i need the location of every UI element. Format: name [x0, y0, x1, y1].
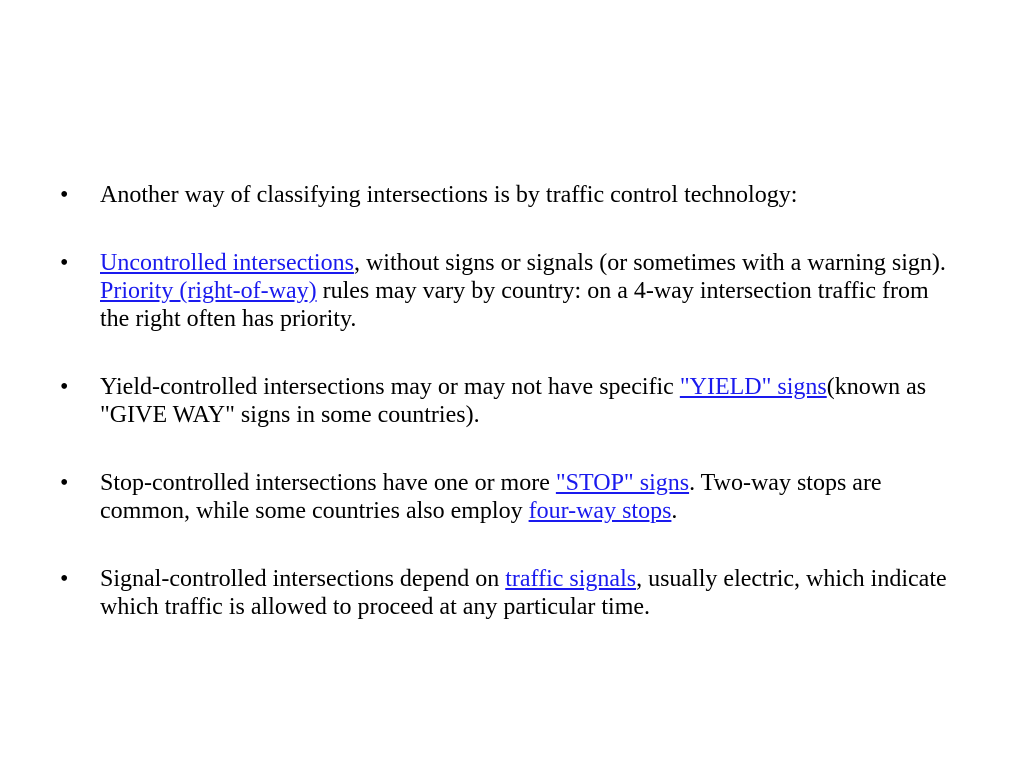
text-run: Stop-controlled intersections have one or more: [100, 470, 556, 496]
bullet-text: [100, 250, 946, 332]
bullet-icon: •: [60, 250, 69, 276]
bullet-icon: •: [60, 566, 69, 592]
bullet-text: [100, 182, 797, 208]
bullet-list: [60, 181, 960, 661]
bullet-item: [60, 469, 960, 525]
bullet-item: [60, 249, 960, 333]
text-run: rules may vary by country: on a 4-way intersection traffic from the right often has priority.: [100, 278, 929, 332]
link-traffic-signals[interactable]: traffic signals: [505, 566, 637, 592]
link-yield-signs[interactable]: "YIELD" signs: [679, 374, 827, 400]
text-run: Yield-controlled intersections may or may not have specific: [100, 374, 680, 400]
bullet-item: [60, 181, 960, 209]
link-priority-right-of-way[interactable]: Priority (right-of-way): [100, 278, 317, 304]
bullet-text: [100, 374, 926, 428]
bullet-item: [60, 565, 960, 621]
text-run: Signal-controlled intersections depend on: [100, 566, 506, 592]
bullet-icon: •: [60, 374, 69, 400]
text-run: . Two-way stops are common, while some countries also employ: [100, 470, 882, 524]
text-run: (known as "GIVE WAY" signs in some countries).: [100, 374, 927, 428]
link-uncontrolled-intersections[interactable]: Uncontrolled intersections: [100, 250, 354, 276]
link-four-way-stops[interactable]: four-way stops: [528, 498, 672, 524]
text-run: , without signs or signals (or sometimes with a warning sign).: [353, 250, 946, 276]
text-run: Another way of classifying intersections is by traffic control technology:: [100, 182, 798, 208]
bullet-text: [100, 470, 882, 524]
bullet-text: [100, 566, 947, 620]
link-stop-signs[interactable]: "STOP" signs: [555, 470, 690, 496]
bullet-icon: •: [60, 182, 69, 208]
bullet-icon: •: [60, 470, 69, 496]
bullet-item: [60, 373, 960, 429]
text-run: , usually electric, which indicate which traffic is allowed to proceed at any particular time.: [100, 566, 947, 620]
text-run: .: [671, 498, 678, 524]
